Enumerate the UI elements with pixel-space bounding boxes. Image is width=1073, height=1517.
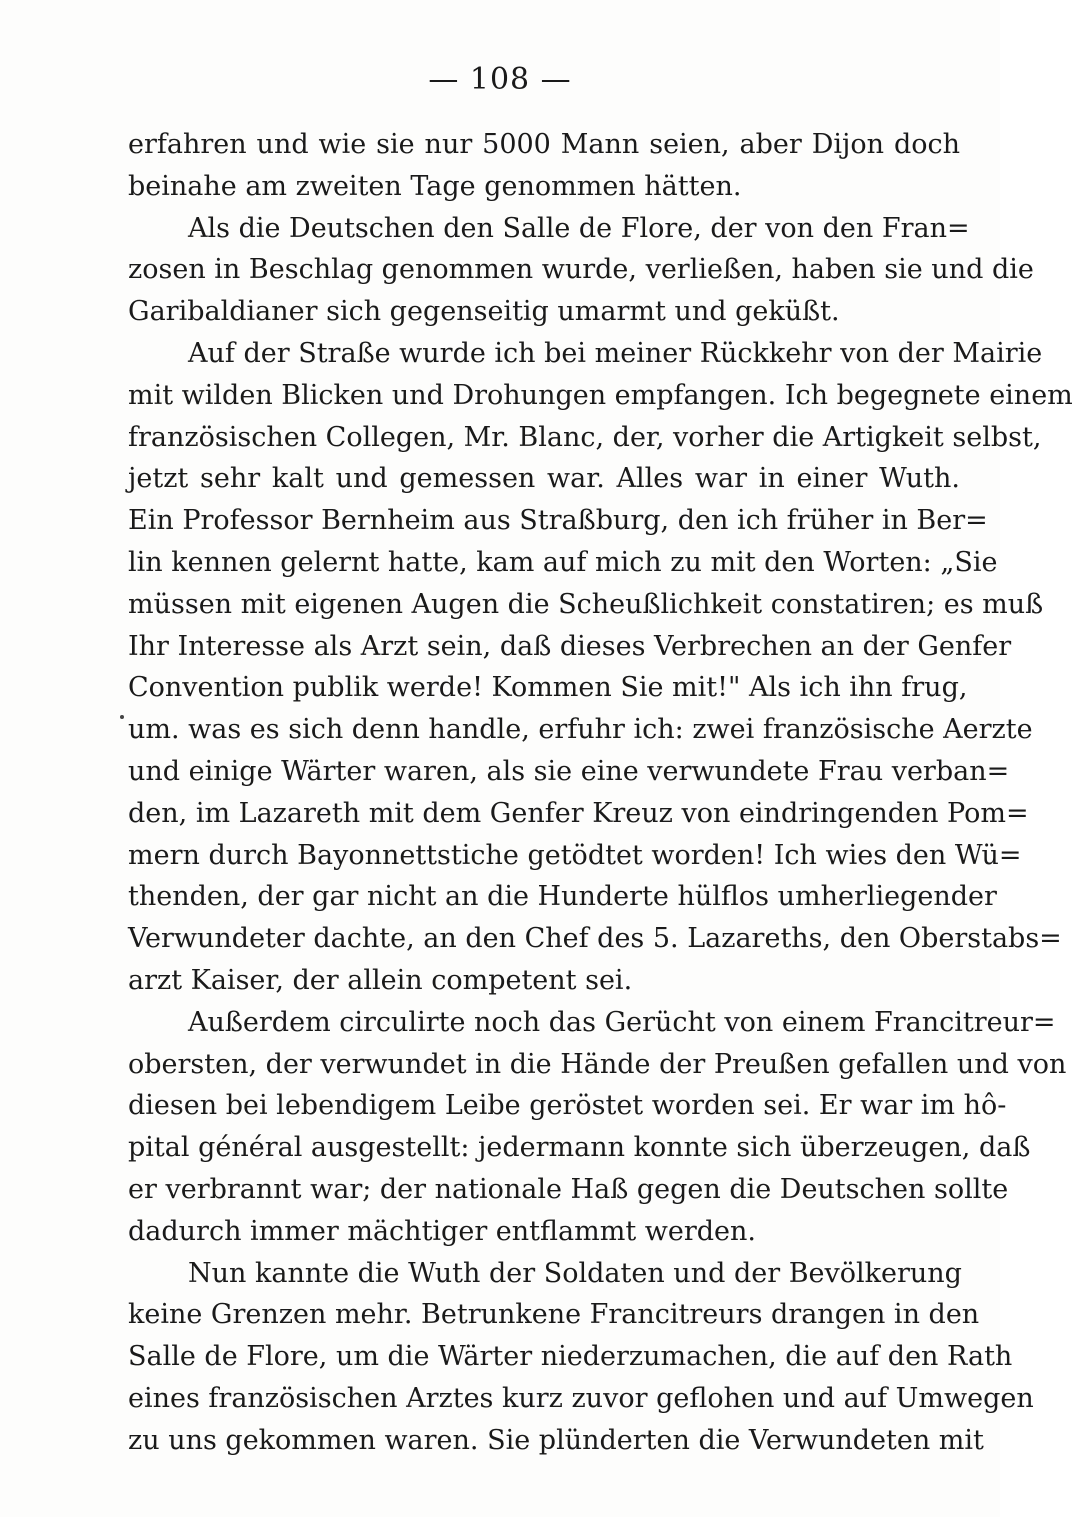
text-line: eines französischen Arztes kurz zuvor geflohen und auf Umwegen: [128, 1382, 1034, 1414]
text-line: beinahe am zweiten Tage genommen hätten.: [128, 170, 742, 202]
text-line: zosen in Beschlag genommen wurde, verließen, haben sie und die: [128, 254, 1034, 286]
text-line: Salle de Flore, um die Wärter niederzumachen, die auf den Rath: [128, 1341, 1013, 1373]
text-line: französischen Collegen, Mr. Blanc, der, vorher die Artigkeit selbst,: [128, 421, 1042, 453]
text-line: zu uns gekommen waren. Sie plünderten die Verwundeten mit: [128, 1424, 984, 1456]
text-line: thenden, der gar nicht an die Hunderte hülflos umherliegender: [128, 881, 997, 913]
text-line: erfahren und wie sie nur 5000 Mann seien, aber Dijon doch: [128, 129, 960, 160]
text-line: Außerdem circulirte noch das Gerücht von einem Francitreur=: [188, 1006, 1056, 1038]
stray-ink-mark: [120, 715, 124, 719]
text-line: Verwundeter dachte, an den Chef des 5. Lazareths, den Oberstabs=: [128, 923, 1062, 955]
text-line: er verbrannt war; der nationale Haß gegen die Deutschen sollte: [128, 1173, 1009, 1205]
text-line: obersten, der verwundet in die Hände der Preußen gefallen und von: [128, 1048, 1067, 1080]
text-line: und einige Wärter waren, als sie eine verwundete Frau verban=: [128, 755, 1010, 787]
text-line: mern durch Bayonnettstiche getödtet worden! Ich wies den Wü=: [128, 839, 1022, 871]
text-line: Ein Professor Bernheim aus Straßburg, den ich früher in Ber=: [128, 505, 988, 537]
page-number: — 108 —: [428, 62, 572, 97]
text-line: pital général ausgestellt: jedermann konnte sich überzeugen, daß: [128, 1132, 1031, 1164]
text-line: keine Grenzen mehr. Betrunkene Francitreurs drangen in den: [128, 1299, 980, 1331]
text-line: Ihr Interesse als Arzt sein, daß dieses Verbrechen an der Genfer: [128, 630, 1012, 662]
text-line: um. was es sich denn handle, erfuhr ich: zwei französische Aerzte: [128, 714, 1033, 746]
text-line: Convention publik werde! Kommen Sie mit!" Als ich ihn frug,: [128, 672, 968, 704]
text-line: lin kennen gelernt hatte, kam auf mich zu mit den Worten: „Sie: [128, 546, 998, 578]
text-line: dadurch immer mächtiger entflammt werden.: [128, 1215, 757, 1247]
text-line: Als die Deutschen den Salle de Flore, der von den Fran=: [188, 212, 970, 244]
text-line: Auf der Straße wurde ich bei meiner Rückkehr von der Mairie: [188, 337, 1043, 369]
text-line: Nun kannte die Wuth der Soldaten und der Bevölkerung: [188, 1257, 962, 1289]
text-line: Garibaldianer sich gegenseitig umarmt und geküßt.: [128, 296, 840, 328]
text-line: müssen mit eigenen Augen die Scheußlichkeit constatiren; es muß: [128, 588, 1044, 620]
body-text: [128, 124, 1073, 1462]
text-line: diesen bei lebendigem Leibe geröstet worden sei. Er war im hô-: [128, 1090, 1007, 1122]
text-line: jetzt sehr kalt und gemessen war. Alles war in einer Wuth.: [128, 463, 960, 495]
text-line: mit wilden Blicken und Drohungen empfangen. Ich begegnete einem: [128, 379, 1073, 411]
text-line: den, im Lazareth mit dem Genfer Kreuz von eindringenden Pom=: [128, 797, 1029, 829]
text-line: arzt Kaiser, der allein competent sei.: [128, 964, 633, 996]
